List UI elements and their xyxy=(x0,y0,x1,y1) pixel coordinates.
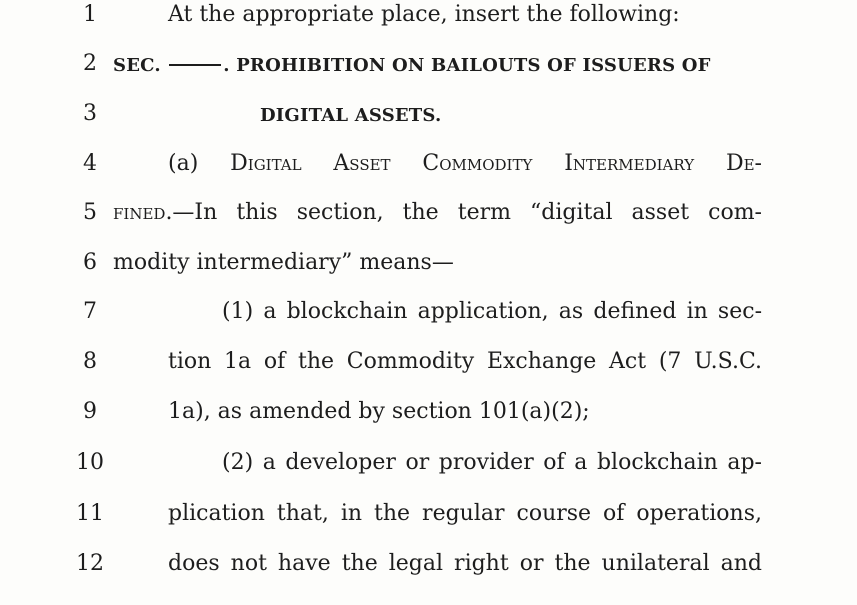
section-heading xyxy=(113,55,761,77)
body-text-line: plication that, in the regular course of operations, xyxy=(168,501,762,526)
section-heading-continued: DIGITAL ASSETS. xyxy=(260,105,442,126)
body-text-line: tion 1a of the Commodity Exchange Act (7 U.S.C. xyxy=(168,349,762,374)
line-number: 12 xyxy=(76,551,104,576)
instruction-text: At the appropriate place, insert the following: xyxy=(168,2,680,27)
body-text-line: modity intermediary” means— xyxy=(113,250,454,275)
line-number: 2 xyxy=(83,51,97,76)
line-number: 11 xyxy=(76,501,104,526)
body-text-line: does not have the legal right or the unilateral and xyxy=(168,551,762,576)
body-text-line xyxy=(113,202,762,224)
paragraph-2-text: (2) a developer or provider of a blockchain ap- xyxy=(222,450,762,475)
section-number-blank xyxy=(169,64,221,66)
section-heading-text: . PROHIBITION ON BAILOUTS OF ISSUERS OF xyxy=(223,55,711,76)
definition-text: .—In this section, the term “digital asset com- xyxy=(165,200,762,225)
line-number: 1 xyxy=(83,2,97,27)
line-number: 10 xyxy=(76,450,104,475)
line-number: 5 xyxy=(83,200,97,225)
section-label: SEC. xyxy=(113,55,161,76)
subsection-heading xyxy=(168,153,762,175)
subsection-title: Digital Asset Commodity Intermediary De- xyxy=(230,151,762,176)
line-number: 8 xyxy=(83,349,97,374)
line-number: 4 xyxy=(83,151,97,176)
line-number: 3 xyxy=(83,101,97,126)
line-number: 7 xyxy=(83,299,97,324)
paragraph-1-text: (1) a blockchain application, as defined in sec- xyxy=(222,299,762,324)
subsection-designator: (a) xyxy=(168,151,231,176)
line-number: 6 xyxy=(83,250,97,275)
line-number: 9 xyxy=(83,399,97,424)
body-text-line: 1a), as amended by section 101(a)(2); xyxy=(168,399,590,424)
subsection-title-end: fined xyxy=(113,200,166,225)
